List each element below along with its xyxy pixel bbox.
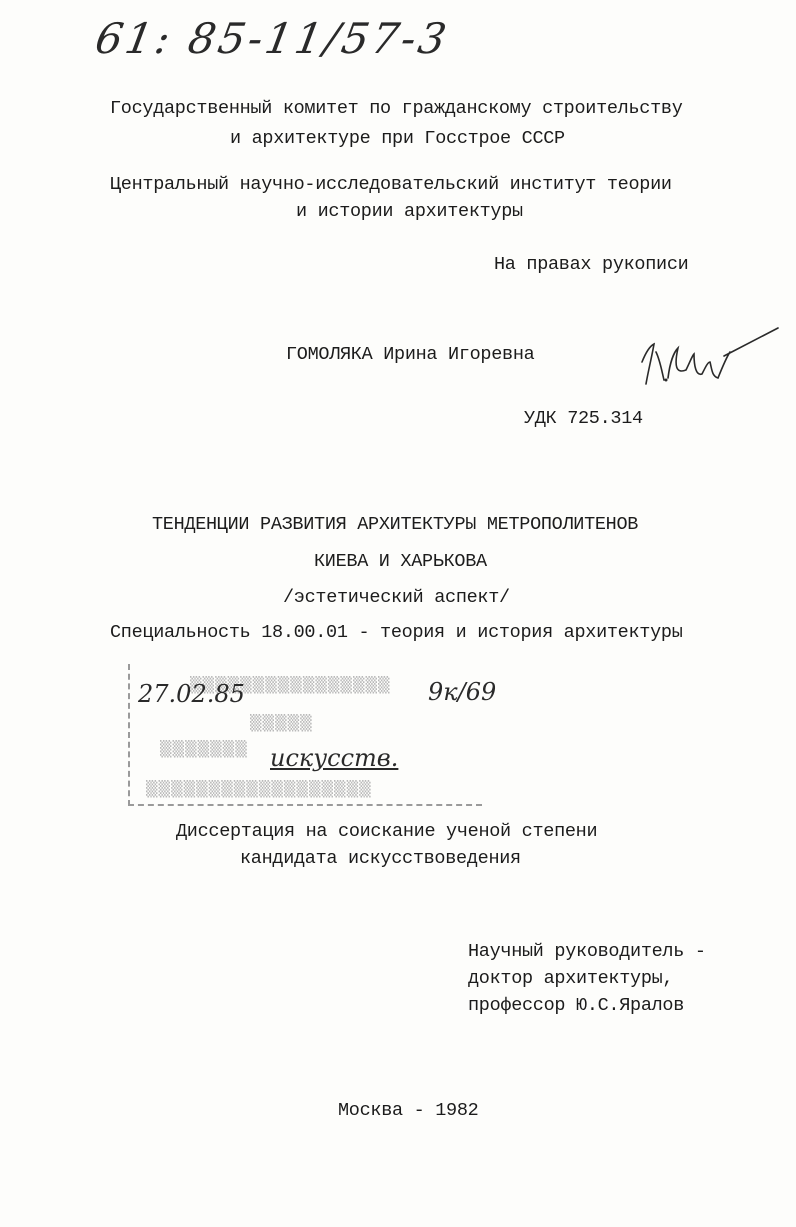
institute-line-1: Центральный научно-исследовательский институт теории bbox=[110, 174, 672, 195]
rights-note: На правах рукописи bbox=[494, 254, 689, 275]
stamp-faint-row: ▒▒▒▒▒▒▒ bbox=[160, 740, 248, 758]
title-line-2: КИЕВА И ХАРЬКОВА bbox=[314, 551, 487, 572]
stamp-faint-row: ▒▒▒▒▒▒▒▒▒▒▒▒▒▒▒▒▒▒ bbox=[146, 780, 372, 798]
library-stamp bbox=[128, 664, 497, 806]
dissertation-line-1: Диссертация на соискание ученой степени bbox=[176, 821, 598, 842]
stamp-number: 9к/69 bbox=[428, 678, 497, 706]
institute-line-2: и истории архитектуры bbox=[296, 201, 523, 222]
stamp-date: 27.02.85 bbox=[138, 680, 245, 708]
committee-line-2: и архитектуре при Госстрое СССР bbox=[230, 128, 565, 149]
stamp-faint-row: ▒▒▒▒▒ bbox=[250, 714, 313, 732]
specialty: Специальность 18.00.01 - теория и история архитектуры bbox=[110, 622, 683, 643]
stamp-faint-row: ▒▒▒▒▒▒▒▒▒▒▒▒▒▒▒▒ bbox=[190, 676, 391, 694]
udk-code: УДК 725.314 bbox=[524, 408, 643, 429]
author-name: ГОМОЛЯКА Ирина Игоревна bbox=[286, 344, 535, 365]
archive-code-handwritten: 61: 85-11/57-3 bbox=[91, 14, 453, 63]
author-signature bbox=[628, 322, 784, 398]
supervisor-line-1: Научный руководитель - bbox=[468, 941, 706, 962]
supervisor-line-3: профессор Ю.С.Яралов bbox=[468, 995, 685, 1016]
place-year: Москва - 1982 bbox=[338, 1100, 479, 1121]
stamp-word: искусств. bbox=[270, 744, 399, 772]
supervisor-line-2: доктор архитектуры, bbox=[468, 968, 674, 989]
committee-line-1: Государственный комитет по гражданскому строительству bbox=[110, 98, 683, 119]
title-line-1: ТЕНДЕНЦИИ РАЗВИТИЯ АРХИТЕКТУРЫ МЕТРОПОЛИТЕНОВ bbox=[152, 514, 639, 535]
dissertation-line-2: кандидата искусствоведения bbox=[240, 848, 521, 869]
title-subtitle: /эстетический аспект/ bbox=[283, 587, 510, 608]
